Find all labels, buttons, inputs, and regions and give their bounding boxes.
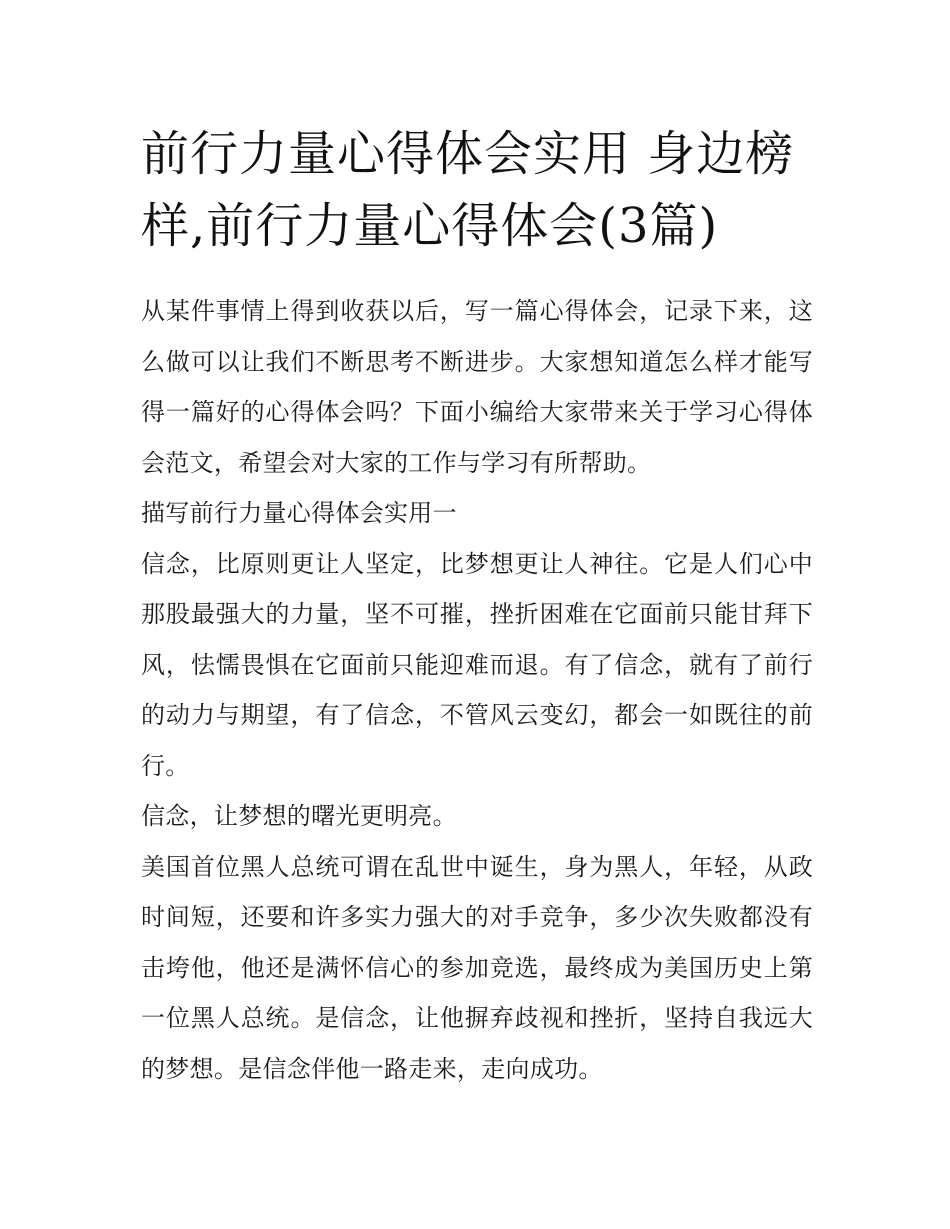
body-paragraph: 美国首位黑人总统可谓在乱世中诞生，身为黑人，年轻，从政时间短，还要和许多实力强大的对手竞争，多少次失败都没有击垮他，他还是满怀信心的参加竞选，最终成为美国历史上第一位黑人总统。是信念，让他摒弃歧视和挫折，坚持自我远大的梦想。是信念伴他一路走来，走向成功。 (141, 852, 813, 1083)
section-heading: 描写前行力量心得体会实用一 (141, 499, 457, 527)
document-page (141, 118, 813, 1094)
body-paragraph: 信念，让梦想的曙光更明亮。 (141, 802, 457, 830)
intro-paragraph: 从某件事情上得到收获以后，写一篇心得体会，记录下来，这么做可以让我们不断思考不断进步。大家想知道怎么样才能写得一篇好的心得体会吗？下面小编给大家带来关于学习心得体会范文，希望会对大家的工作与学习有所帮助。 (141, 297, 813, 477)
document-body (141, 286, 813, 1094)
body-paragraph: 信念，比原则更让人坚定，比梦想更让人神往。它是人们心中那股最强大的力量，坚不可摧，挫折困难在它面前只能甘拜下风，怯懦畏惧在它面前只能迎难而退。有了信念，就有了前行的动力与期望，有了信念，不管风云变幻，都会一如既往的前行。 (141, 549, 813, 780)
document-title: 前行力量心得体会实用 身边榜样,前行力量心得体会(3篇) (141, 126, 795, 254)
